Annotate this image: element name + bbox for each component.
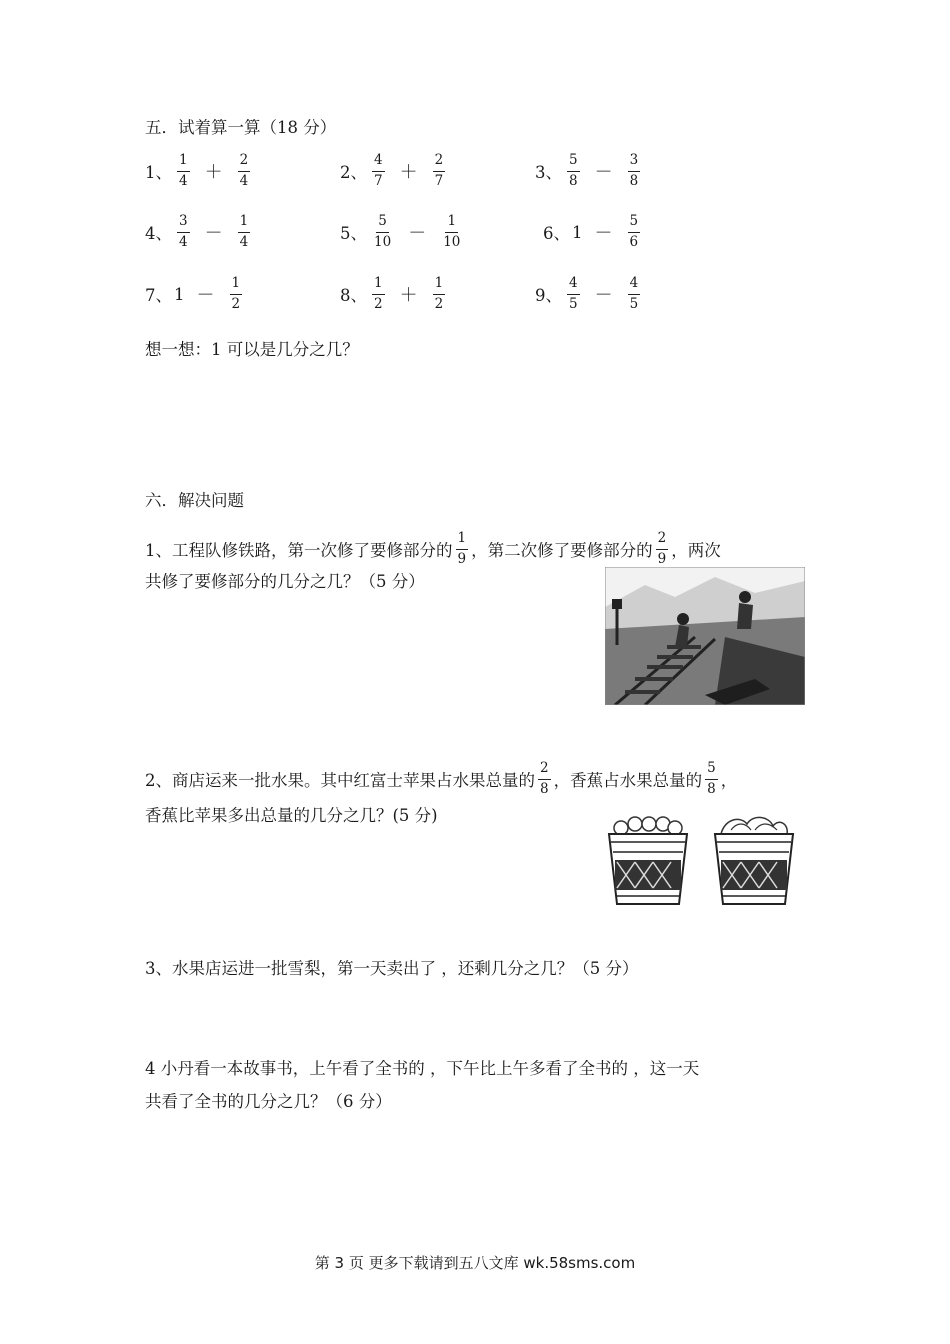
banana-basket-icon	[715, 817, 793, 904]
problem-label: 8、	[340, 286, 367, 305]
fraction-a	[372, 215, 393, 249]
denominator: 6	[629, 233, 639, 250]
numerator: 1	[230, 277, 243, 295]
operator: －	[594, 162, 613, 183]
denominator: 2	[231, 295, 241, 312]
q2-line2: 香蕉比苹果多出总量的几分之几？(5 分)	[145, 806, 438, 825]
fraction-a	[177, 154, 190, 188]
denominator: 4	[179, 233, 188, 250]
section5-title: 五．试着算一算（18 分）	[145, 118, 337, 137]
problem-6	[543, 215, 643, 249]
q1-fraction-1: $\frac{1}{9}$	[457, 530, 467, 567]
problem-label: 5、	[340, 224, 367, 243]
numerator: 4	[567, 277, 580, 295]
q1-text-a: 1、工程队修铁路，第一次修了要修部分的	[145, 541, 453, 560]
operator: －	[594, 285, 613, 306]
problem-label: 6、	[543, 224, 570, 243]
problem-3	[535, 154, 643, 188]
fraction-a	[372, 154, 385, 188]
q2-text-b: ，香蕉占水果总量的	[553, 771, 703, 790]
apple-basket-icon	[609, 817, 687, 904]
problem-1	[145, 154, 253, 188]
numerator: 5	[567, 154, 580, 172]
operator: －	[408, 223, 427, 244]
numerator: 1	[445, 215, 458, 233]
q2-line1	[145, 762, 737, 796]
problem-label: 2、	[340, 163, 367, 182]
problem-4	[145, 215, 253, 249]
numerator: 3	[628, 154, 641, 172]
operator: －	[196, 285, 215, 306]
numerator: 1	[372, 277, 385, 295]
denominator: 4	[239, 233, 249, 250]
q1-line2: 共修了要修部分的几分之几？（5 分）	[145, 572, 425, 591]
denominator: 5	[569, 295, 578, 312]
numerator: 1	[238, 215, 251, 233]
think-prompt: 想一想：1 可以是几分之几？	[145, 340, 359, 359]
fraction-a	[567, 154, 580, 188]
operator: ＋	[204, 162, 223, 183]
denominator: 10	[443, 233, 461, 250]
railway-workers-illustration	[605, 567, 805, 705]
whole-number: 1	[572, 222, 583, 242]
problem-2	[340, 154, 448, 188]
fraction-b	[628, 215, 641, 249]
q4-line2: 共看了全书的几分之几？（6 分）	[145, 1092, 392, 1111]
numerator: 3	[177, 215, 190, 233]
problem-7	[145, 277, 245, 311]
numerator: 5	[628, 215, 641, 233]
problem-label: 1、	[145, 163, 172, 182]
q2-text-c: ，	[720, 771, 738, 790]
numerator: 4	[628, 277, 641, 295]
numerator: 2	[433, 154, 446, 172]
fraction-b	[238, 215, 251, 249]
denominator: 7	[374, 172, 383, 189]
numerator: 1	[433, 277, 446, 295]
q1-text-b: ，第二次修了要修部分的	[471, 541, 653, 560]
denominator: 7	[434, 172, 444, 189]
fraction-a	[177, 215, 190, 249]
denominator: 8	[569, 172, 578, 189]
denominator: 4	[239, 172, 249, 189]
fruit-baskets-illustration	[605, 812, 795, 912]
problem-label: 7、	[145, 286, 172, 305]
denominator: 10	[374, 233, 392, 250]
operator: ＋	[399, 285, 418, 306]
denominator: 2	[374, 295, 383, 312]
fraction-a	[567, 277, 580, 311]
denominator: 8	[629, 172, 639, 189]
operator: ＋	[399, 162, 418, 183]
fraction-b	[433, 277, 446, 311]
operator: －	[594, 223, 613, 244]
q1-text-c: ，两次	[671, 541, 721, 560]
q1-line1	[145, 532, 721, 566]
problem-label: 4、	[145, 224, 172, 243]
problem-5	[340, 215, 465, 249]
q2-text-a: 2、商店运来一批水果。其中红富士苹果占水果总量的	[145, 771, 535, 790]
section6-title: 六．解决问题	[145, 491, 244, 510]
q2-fraction-1: $\frac{2}{8}$	[540, 760, 549, 797]
problem-8	[340, 277, 448, 311]
numerator: 5	[376, 215, 389, 233]
denominator: 4	[179, 172, 188, 189]
problem-9	[535, 277, 643, 311]
fraction-b	[433, 154, 446, 188]
q4-line1: 4 小丹看一本故事书，上午看了全书的 ，下午比上午多看了全书的 ，这一天	[145, 1059, 700, 1078]
page-footer: 第 3 页 更多下载请到五八文库 wk.58sms.com	[314, 1254, 636, 1272]
numerator: 1	[177, 154, 190, 172]
numerator: 4	[372, 154, 385, 172]
denominator: 2	[434, 295, 444, 312]
fraction-b	[628, 154, 641, 188]
operator: －	[204, 223, 223, 244]
q2-fraction-2: $\frac{5}{8}$	[707, 760, 716, 797]
fraction-b	[441, 215, 462, 249]
fraction-b	[238, 154, 251, 188]
fraction-b	[230, 277, 243, 311]
whole-number: 1	[174, 284, 185, 304]
fraction-a	[372, 277, 385, 311]
fraction-b	[628, 277, 641, 311]
denominator: 5	[629, 295, 639, 312]
numerator: 2	[238, 154, 251, 172]
problem-label: 9、	[535, 286, 562, 305]
q3-line1: 3、水果店运进一批雪梨，第一天卖出了 ，还剩几分之几？（5 分）	[145, 959, 639, 978]
problem-label: 3、	[535, 163, 562, 182]
q1-fraction-2: $\frac{2}{9}$	[657, 530, 667, 567]
